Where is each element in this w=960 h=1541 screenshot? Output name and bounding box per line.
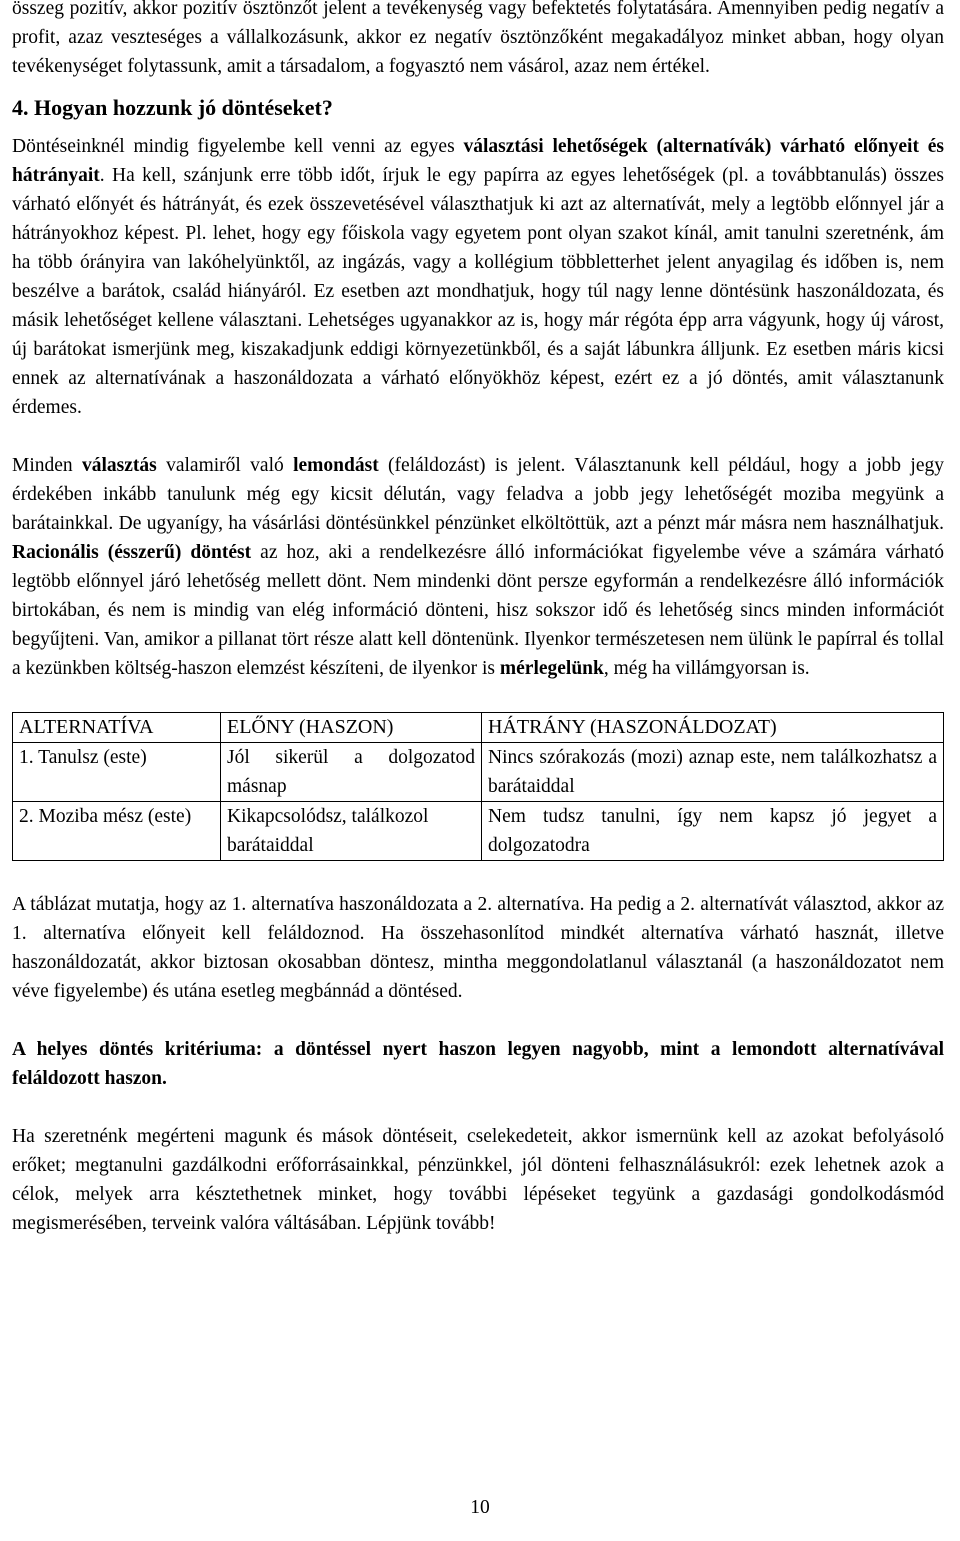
- section-heading: 4. Hogyan hozzunk jó döntéseket?: [12, 95, 333, 120]
- alternatives-paragraph-emphasis: választási lehetőségek (alternatívák) várható előnyeit és hátrányait: [12, 136, 944, 186]
- decision-criterion: A helyes döntés kritériuma: a döntéssel nyert haszon legyen nagyobb, mint a lemondott alternatívával feláldozott haszon.: [12, 1039, 944, 1089]
- table-row: [13, 743, 944, 802]
- choice-text-4: az hoz, aki a rendelkezésre álló információkat figyelembe véve a számára várható legtöbb előnnyel járó lehetőség mellett dönt. Nem mindenki dönt persze egyformán a rendelkezésre álló információk birtokában, és nem is mindig van elég információ dönteni, hisz sokszor idő és lehetőség sincs minden információt begyűjteni. Van, amikor a pillanat tört része alatt kell döntenünk. Ilyenkor természetesen nem ülünk le papírral és tollal a kezünkben költség-haszon elemzést készíteni, de ilyenkor is: [12, 542, 944, 679]
- choice-text-5: , még ha villámgyorsan is.: [603, 658, 810, 679]
- table-cell: Jól sikerül a dolgozatod másnap: [221, 743, 482, 802]
- choice-emphasis-4: mérlegelünk: [499, 658, 604, 679]
- closing-paragraph: Ha szeretnénk megérteni magunk és mások döntéseit, cselekedeteit, akkor ismernünk kell az azokat befolyásoló erőket; megtanulni gazdálkodni erőforrásainkkal, pénzünkkel, jól dönteni felhasználásukról: ezek lehetnek azok a célok, melyek arra késztethetnek minket, hogy további lépéseket tegyünk a gazdasági gondolkodásmód megismerésében, terveink valóra váltásában. Lépjünk tovább!: [12, 1126, 944, 1234]
- intro-paragraph: összeg pozitív, akkor pozitív ösztönzőt jelent a tevékenység vagy befektetés folytatására. Amennyiben pedig negatív a profit, azaz veszteséges a vállalkozásunk, akkor ez negatív ösztönzőként megakadályoz minket abban, hogy olyan tevékenységet folytassunk, amit a társadalom, a fogyasztó nem vásárol, azaz nem értékel.: [12, 0, 944, 77]
- table-header-alternative: ALTERNATÍVA: [13, 713, 221, 743]
- table-cell: 2. Moziba mész (este): [13, 802, 221, 861]
- alternatives-paragraph-text-2: . Ha kell, szánjunk erre több időt, írjuk le egy papírra az egyes lehetőségek (pl. a továbbtanulás) összes várható előnyét és hátrányát, és ezek összevetésével választhatjuk ki azt az alternatívát, mely a legtöbb előnnyel jár a hátrányokhoz képest. Pl. lehet, hogy egy főiskola vagy egyetem pont olyan szakot kínál, amit tanulni szeretnénk, ám ha több órányira van lakóhelyünktől, az ingázás, vagy a kollégium többletterhet jelent anyagilag és időben is, nem beszélve a barátok, család hiányáról. Ez esetben azt mondhatjuk, hogy túl nagy lenne döntésünk haszonáldozata, és másik lehetőséget kellene választani. Lehetséges ugyanakkor az is, hogy már régóta épp arra vágyunk, hogy új várost, új barátokat ismerjünk meg, kiszakadjunk eddigi környezetünkből, és a saját lábunkra álljunk. Ez esetben máris kicsi ennek az alternatívának a haszonáldozata a várható előnyökhöz képest, ezért ez a jó döntés, amit választanunk érdemes.: [12, 165, 944, 418]
- choice-emphasis-3: Racionális (ésszerű) döntést: [12, 542, 252, 563]
- choice-text-2: valamiről való: [156, 455, 294, 476]
- table-header-benefit: ELŐNY (HASZON): [221, 713, 482, 743]
- choice-text-3: (feláldozást) is jelent. Választanunk kell például, hogy a jobb jegy érdekében inkább tanulunk még egy kicsit délután, vagy feladva a jobb jegy lehetőségét moziba megyünk a barátainkkal. De ugyanígy, ha vásárlási döntésünkkel pénzünket elköltöttük, azt a pénzt már másra nem használhatjuk.: [12, 455, 944, 534]
- table-cell: Nincs szórakozás (mozi) aznap este, nem találkozhatsz a barátaiddal: [482, 743, 944, 802]
- alternatives-paragraph-text-1: Döntéseinknél mindig figyelembe kell venni az egyes: [12, 136, 464, 157]
- alternatives-table: [12, 712, 944, 861]
- alternatives-paragraph: [12, 132, 944, 422]
- choice-text-1: Minden: [12, 455, 83, 476]
- table-cell: 1. Tanulsz (este): [13, 743, 221, 802]
- table-explanation-paragraph: A táblázat mutatja, hogy az 1. alternatíva haszonáldozata a 2. alternatíva. Ha pedig a 2. alternatívát választod, akkor az 1. alternatíva előnyeit kell feláldoznod. Ha összehasonlítod mindkét alternatíva várható hasznát, illetve haszonáldozatát, akkor biztosan okosabban döntesz, mintha meggondolatlanul választanál (a haszonáldozatot nem véve figyelembe) és utána esetleg megbánnád a döntésed.: [12, 894, 944, 1002]
- table-cell: Nem tudsz tanulni, így nem kapsz jó jegyet a dolgozatodra: [482, 802, 944, 861]
- table-row: [13, 802, 944, 861]
- page-number: 10: [470, 1497, 490, 1518]
- table-cell: Kikapcsolódsz, találkozol barátaiddal: [221, 802, 482, 861]
- choice-paragraph: [12, 451, 944, 683]
- table-header-row: [13, 713, 944, 743]
- table-header-cost: HÁTRÁNY (HASZONÁLDOZAT): [482, 713, 944, 743]
- choice-emphasis-1: választás: [82, 455, 157, 476]
- document-page: [12, 0, 944, 1238]
- choice-emphasis-2: lemondást: [293, 455, 379, 476]
